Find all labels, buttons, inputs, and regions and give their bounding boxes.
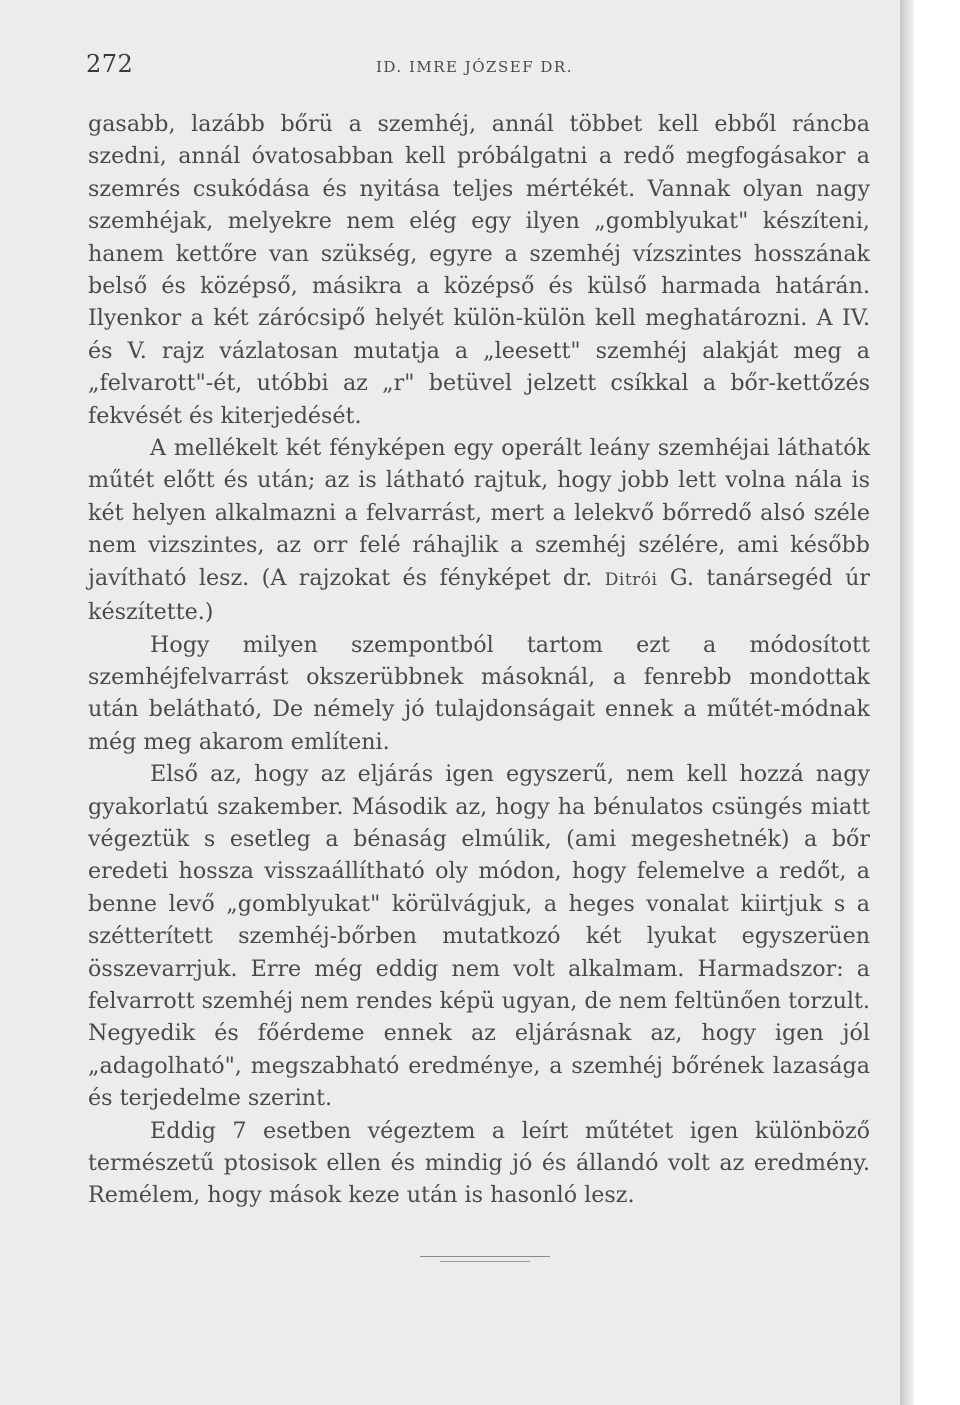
credit-name: Ditrói — [604, 569, 658, 590]
paragraph-5: Eddig 7 esetben végeztem a leírt műtétet igen különböző természetű ptosisok ellen és mindig jó és állandó volt az eredmény. Remélem, hogy mások keze után is hasonló lesz. — [88, 1117, 870, 1209]
page-edge-shadow — [900, 0, 914, 1405]
body-text — [88, 108, 870, 1212]
page-number: 272 — [86, 50, 134, 78]
end-rule-secondary — [440, 1261, 530, 1262]
page-header — [86, 48, 865, 88]
paragraph-3: Hogy milyen szempontból tartom ezt a módosított szemhéjfelvarrást okszerübbnek másoknál, a fenrebb mondottak után belátható, De némely jó tulajdonságait ennek a műtét-módnak még meg akarom említeni. — [88, 631, 870, 755]
paragraph-1: gasabb, lazább bőrü a szemhéj, annál többet kell ebből ráncba szedni, annál óvatosabban kell próbálgatni a redő megfogásakor a szemrés csukódása és nyitása teljes mértékét. Vannak olyan nagy szemhéjak, melyekre nem elég egy ilyen „gomblyukat" készíteni, hanem kettőre van szükség, egyre a szemhéj vízszintes hosszának belső és középső, másikra a középső és külső harmada határán. Ilyenkor a két zárócsipő helyét külön-külön kell meghatározni. A IV. és V. rajz vázlatosan mutatja a „leesett" szemhéj alakját meg a „felvarott"-ét, utóbbi az „r" betüvel jelzett csíkkal a bőr-kettőzés fekvését és kiterjedését. — [88, 111, 870, 429]
paragraph-4: Első az, hogy az eljárás igen egyszerű, nem kell hozzá nagy gyakorlatú szakember. Második az, hogy ha bénulatos csüngés miatt végeztük s esetleg a bénaság elmúlik, (ami megeshetnék) a bőr eredeti hossza visszaállítható oly módon, hogy felemelve a redőt, a benne levő „gomblyukat" körülvágjuk, a heges vonalat kiirtjuk s a szétterített szemhéj-bőrben mutatkozó két lyukat egyszerüen összevarrjuk. Erre még eddig nem volt alkalmam. Harmadszor: a felvarrott szemhéj nem rendes képü ugyan, de nem feltünően torzult. Negyedik és főérdeme ennek az eljárásnak az, hogy igen jól „adagolható", megszabható eredménye, a szemhéj bőrének lazasága és terjedelme szerint. — [88, 761, 870, 1112]
paragraph-2 — [88, 432, 870, 628]
credit-tail: G. tanársegéd úr készítette.) — [88, 564, 870, 626]
paragraph-2-text: A mellékelt két fényképen egy operált leány szemhéjai láthatók műtét előtt és után; az is látható rajtuk, hogy jobb lett volna nála is két helyen alkalmazni a felvarrást, mert a lelekvő bőrredő alsó széle nem vizszintes, az orr felé ráhajlik a szemhéj szélére, ami később javítható lesz. (A rajzokat és fényképet dr. — [88, 435, 870, 591]
running-head: ID. IMRE JÓZSEF DR. — [376, 58, 573, 76]
end-rule — [420, 1256, 550, 1257]
